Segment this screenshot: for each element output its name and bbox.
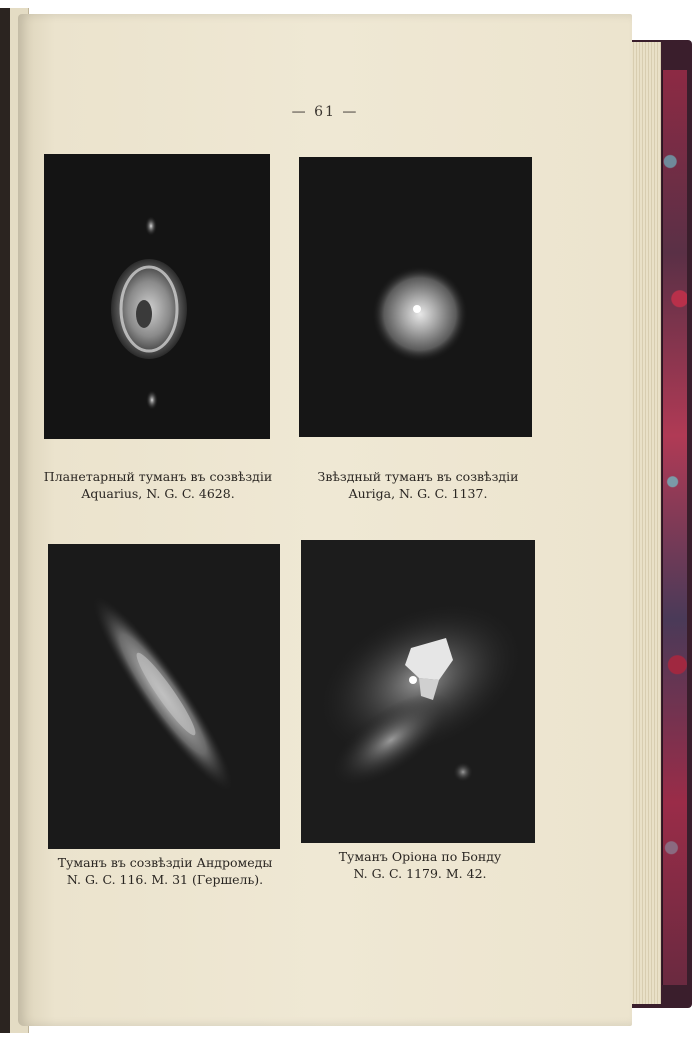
marbled-edge	[662, 70, 687, 985]
orion-nebula-image	[301, 540, 535, 843]
book-page	[18, 14, 632, 1026]
plate-1-caption-line2: Aquarius, N. G. C. 4628.	[81, 486, 235, 501]
plate-star-nebula	[299, 157, 532, 437]
planetary-nebula-image	[44, 154, 270, 439]
plate-3-caption-line1: Туманъ въ созвѣздіи Андромеды	[57, 855, 273, 870]
plate-orion-nebula	[301, 540, 535, 843]
plate-1-caption	[38, 468, 278, 502]
plate-4-caption-line2: N. G. C. 1179. M. 42.	[353, 866, 487, 881]
plate-andromeda	[48, 544, 280, 849]
page-number: — 61 —	[291, 104, 359, 120]
plate-4-caption	[303, 848, 537, 882]
plate-planetary-nebula	[44, 154, 270, 439]
plate-3-caption	[40, 854, 290, 888]
plate-2-caption	[298, 468, 538, 502]
star-nebula-image	[299, 157, 532, 437]
left-binding	[0, 8, 10, 1033]
plate-2-caption-line1: Звѣздный туманъ въ созвѣздіи	[317, 469, 519, 484]
andromeda-galaxy-image	[48, 544, 280, 849]
plate-2-caption-line2: Auriga, N. G. C. 1137.	[348, 486, 488, 501]
plate-3-caption-line2: N. G. C. 116. M. 31 (Гершель).	[66, 872, 264, 887]
plate-1-caption-line1: Планетарный туманъ въ созвѣздіи	[43, 469, 273, 484]
plate-4-caption-line1: Туманъ Оріона по Бонду	[338, 849, 502, 864]
